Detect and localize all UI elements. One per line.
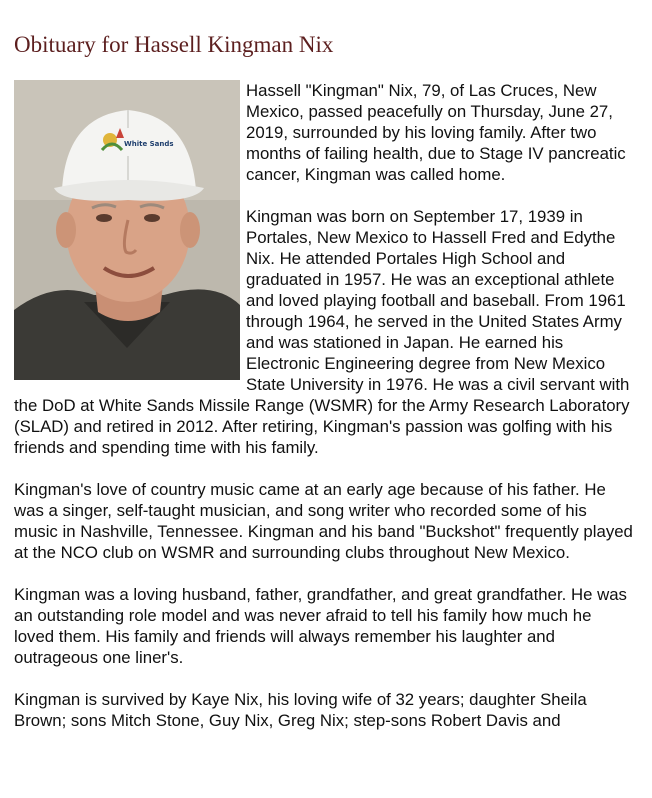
paragraph-5: Kingman is survived by Kaye Nix, his loving wife of 32 years; daughter Sheila Brown; sons Mitch Stone, Guy Nix, Greg Nix; step-sons Robert Davis and	[14, 690, 587, 730]
portrait-illustration	[14, 80, 240, 380]
obituary-body	[14, 80, 634, 752]
paragraph-4: Kingman was a loving husband, father, grandfather, and great grandfather. He was an outstanding role model and was never afraid to tell his family how much he loved them. His family and friends will always remember his laughter and outrageous one liner's.	[14, 585, 627, 667]
page-title: Obituary for Hassell Kingman Nix	[14, 32, 334, 57]
portrait-photo	[14, 80, 240, 380]
paragraph-3: Kingman's love of country music came at an early age because of his father. He was a singer, self-taught musician, and song writer who recorded some of his music in Nashville, Tennessee. Kingman and his band "Buckshot" frequently played at the NCO club on WSMR and surrounding clubs throughout New Mexico.	[14, 480, 633, 562]
paragraph-2: Kingman was born on September 17, 1939 in Portales, New Mexico to Hassell Fred and Edythe Nix. He attended Portales High School and graduated in 1957. He was an exceptional athlete and loved playing football and baseball. From 1961 through 1964, he served in the United States Army and was stationed in Japan. He earned his Electronic Engineering degree from New Mexico State University in 1976. He was a civil servant with the DoD at White Sands Missile Range (WSMR) for the Army Research Laboratory (SLAD) and retired in 2012. After retiring, Kingman's passion was golfing with his friends and spending time with his family.	[14, 207, 630, 457]
cap-logo-text: White Sands	[124, 140, 174, 148]
paragraph-1: Hassell "Kingman" Nix, 79, of Las Cruces, New Mexico, passed peacefully on Thursday, June 27, 2019, surrounded by his loving family. After two months of failing health, due to Stage IV pancreatic cancer, Kingman was called home.	[246, 81, 626, 184]
